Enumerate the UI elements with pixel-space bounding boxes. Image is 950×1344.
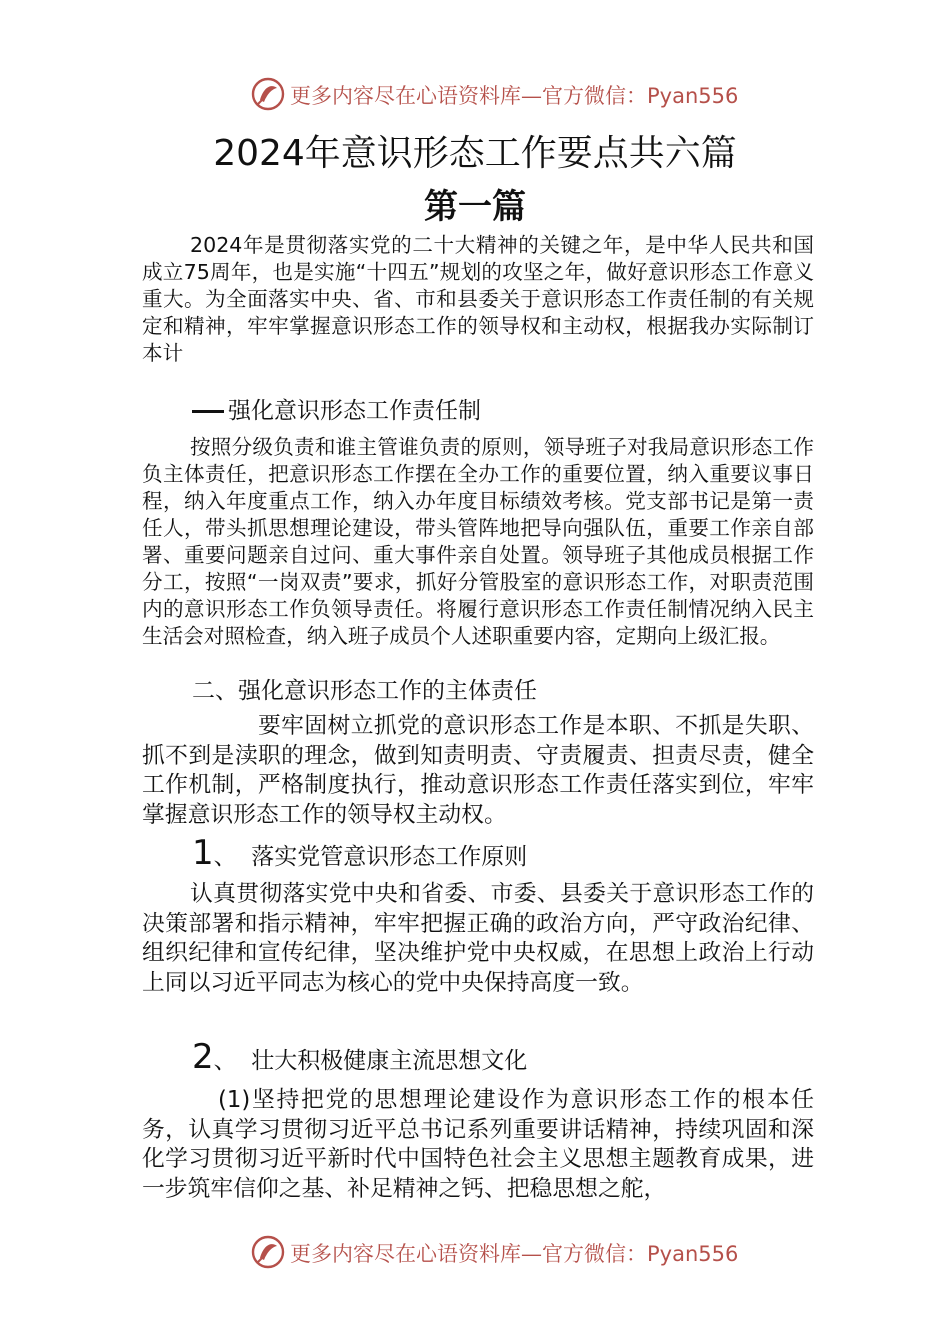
item1-heading: 1、 落实党管意识形态工作原则 bbox=[192, 833, 528, 873]
page-title: 2024年意识形态工作要点共六篇 bbox=[213, 133, 737, 174]
heading-dash bbox=[192, 410, 224, 413]
footer-banner bbox=[0, 1232, 950, 1272]
banner-account: Pyan556 bbox=[647, 84, 739, 108]
intro-paragraph: 2024年是贯彻落实党的二十大精神的关键之年，是中华人民共和国成立75周年，也是实施“十四五”规划的攻坚之年，做好意识形态工作意义重大。为全面落实中央、省、市和县委关于意识形态工作责任制的有关规定和精神，牢牢掌握意识形态工作的领导权和主动权，根据我办实际制订本计 bbox=[142, 233, 814, 365]
intro-block bbox=[142, 232, 814, 367]
brand-logo-icon bbox=[250, 76, 286, 112]
item2-block bbox=[142, 1086, 814, 1204]
item2-heading: 2、 壮大积极健康主流思想文化 bbox=[192, 1037, 528, 1077]
section1-heading: 强化意识形态工作责任制 bbox=[192, 396, 481, 426]
section1-block bbox=[142, 434, 814, 650]
page-subtitle: 第一篇 bbox=[424, 187, 526, 227]
brand-logo-icon bbox=[250, 1234, 286, 1270]
section2-paragraph: 要牢固树立抓党的意识形态工作是本职、不抓是失职、抓不到是渎职的理念，做到知责明责、守责履责、担责尽责，健全工作机制，严格制度执行，推动意识形态工作责任落实到位，牢牢掌握意识形态工作的领导权主动权。 bbox=[142, 713, 814, 828]
section2-block bbox=[142, 712, 814, 830]
banner-text: 更多内容尽在心语资料库—官方微信：Pyan556 bbox=[290, 84, 739, 108]
section2-heading: 二、强化意识形态工作的主体责任 bbox=[192, 678, 537, 704]
item1-paragraph: 认真贯彻落实党中央和省委、市委、县委关于意识形态工作的决策部署和指示精神，牢牢把握正确的政治方向，严守政治纪律、组织纪律和宣传纪律，坚决维护党中央权威，在思想上政治上行动上同以习近平同志为核心的党中央保持高度一致。 bbox=[142, 881, 814, 996]
item2-paragraph: (1)坚持把党的思想理论建设作为意识形态工作的根本任务，认真学习贯彻习近平总书记系列重要讲话精神，持续巩固和深化学习贯彻习近平新时代中国特色社会主义思想主题教育成果，进一步筑牢信仰之基、补足精神之钙、把稳思想之舵， bbox=[142, 1087, 814, 1202]
banner-account: Pyan556 bbox=[647, 1242, 739, 1266]
banner-text: 更多内容尽在心语资料库—官方微信：Pyan556 bbox=[290, 1242, 739, 1266]
header-banner bbox=[0, 74, 950, 114]
item1-block bbox=[142, 880, 814, 998]
section1-paragraph: 按照分级负责和谁主管谁负责的原则，领导班子对我局意识形态工作负主体责任，把意识形态工作摆在全办工作的重要位置，纳入重要议事日程，纳入年度重点工作，纳入办年度目标绩效考核。党支部书记是第一责任人，带头抓思想理论建设，带头管阵地把导向强队伍，重要工作亲自部署、重要问题亲自过问、重大事件亲自处置。领导班子其他成员根据工作分工，按照“一岗双责”要求，抓好分管股室的意识形态工作，对职责范围内的意识形态工作负领导责任。将履行意识形态工作责任制情况纳入民主生活会对照检查，纳入班子成员个人述职重要内容，定期向上级汇报。 bbox=[142, 435, 814, 648]
